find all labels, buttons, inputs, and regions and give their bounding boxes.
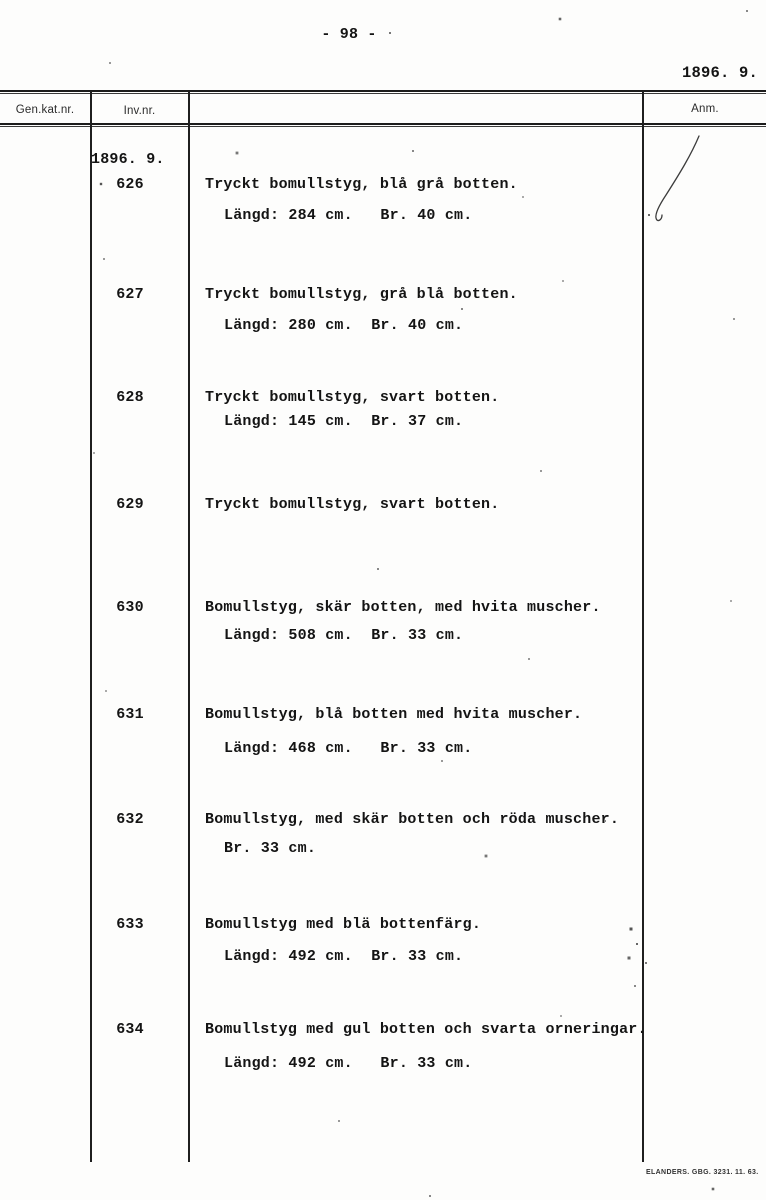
item-dimensions: Längd: 492 cm. Br. 33 cm. bbox=[224, 948, 464, 965]
item-dimensions: Längd: 280 cm. Br. 40 cm. bbox=[224, 317, 464, 334]
item-description: Bomullstyg, skär botten, med hvita muscher. bbox=[205, 599, 601, 616]
item-dimensions: Längd: 492 cm. Br. 33 cm. bbox=[224, 1055, 473, 1072]
inv-nr: 632 bbox=[116, 811, 144, 828]
inv-nr: 631 bbox=[116, 706, 144, 723]
item-description: Bomullstyg, med skär botten och röda muscher. bbox=[205, 811, 620, 828]
column-header-inv-nr: Inv.nr. bbox=[123, 105, 156, 117]
inv-nr: 627 bbox=[116, 286, 144, 303]
item-dimensions: Längd: 284 cm. Br. 40 cm. bbox=[224, 207, 473, 224]
inv-nr: 629 bbox=[116, 496, 144, 513]
page-number: - 98 - bbox=[321, 26, 377, 43]
item-description: Tryckt bomullstyg, grå blå botten. bbox=[205, 286, 518, 303]
item-dimensions: Längd: 468 cm. Br. 33 cm. bbox=[224, 740, 473, 757]
column-divider-genkatnr bbox=[90, 91, 92, 1162]
handwritten-check-stroke bbox=[635, 125, 715, 235]
item-dimensions: Längd: 508 cm. Br. 33 cm. bbox=[224, 627, 464, 644]
item-description: Tryckt bomullstyg, blå grå botten. bbox=[205, 176, 518, 193]
scan-noise-speckles bbox=[0, 0, 2, 2]
item-dimensions: Längd: 145 cm. Br. 37 cm. bbox=[224, 413, 464, 430]
column-divider-anm bbox=[642, 91, 644, 1162]
inv-nr: 626 bbox=[116, 176, 144, 193]
printer-mark: ELANDERS. GBG. 3231. 11. 63. bbox=[646, 1169, 759, 1176]
group-heading-year: 1896. 9. bbox=[91, 151, 165, 168]
item-description: Bomullstyg med blä bottenfärg. bbox=[205, 916, 482, 933]
column-divider-invnr bbox=[188, 91, 190, 1162]
inv-nr: 634 bbox=[116, 1021, 144, 1038]
item-description: Bomullstyg med gul botten och svarta orneringar. bbox=[205, 1021, 647, 1038]
inv-nr: 630 bbox=[116, 599, 144, 616]
inv-nr: 628 bbox=[116, 389, 144, 406]
table-top-rule-shadow bbox=[0, 93, 766, 94]
column-header-anm: Anm. bbox=[691, 103, 719, 115]
item-dimensions: Br. 33 cm. bbox=[224, 840, 317, 857]
item-description: Tryckt bomullstyg, svart botten. bbox=[205, 496, 500, 513]
table-top-rule bbox=[0, 90, 766, 92]
column-header-gen-kat-nr: Gen.kat.nr. bbox=[15, 104, 75, 116]
year-heading-top-right: 1896. 9. bbox=[682, 64, 759, 82]
item-description: Tryckt bomullstyg, svart botten. bbox=[205, 389, 500, 406]
item-description: Bomullstyg, blå botten med hvita muscher. bbox=[205, 706, 583, 723]
inv-nr: 633 bbox=[116, 916, 144, 933]
